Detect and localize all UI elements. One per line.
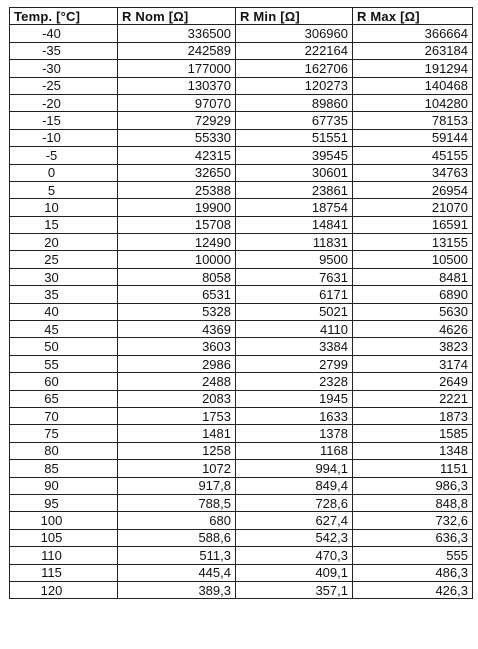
r-nom-cell: 5328 [118, 303, 236, 320]
temp-cell: 90 [10, 477, 118, 494]
temp-cell: -40 [10, 25, 118, 42]
table-row [10, 442, 473, 459]
r-max-cell: 555 [353, 547, 473, 564]
table-row [10, 303, 473, 320]
r-max-cell: 3823 [353, 338, 473, 355]
table-row [10, 216, 473, 233]
r-nom-cell: 2083 [118, 390, 236, 407]
r-min-cell: 162706 [236, 60, 353, 77]
table-row [10, 581, 473, 598]
temp-cell: 0 [10, 164, 118, 181]
r-nom-cell: 32650 [118, 164, 236, 181]
r-min-cell: 14841 [236, 216, 353, 233]
table-row [10, 564, 473, 581]
table-row [10, 77, 473, 94]
r-nom-cell: 2986 [118, 355, 236, 372]
r-min-cell: 1378 [236, 425, 353, 442]
table-row [10, 251, 473, 268]
temp-cell: 80 [10, 442, 118, 459]
temp-cell: 25 [10, 251, 118, 268]
r-nom-cell: 588,6 [118, 529, 236, 546]
r-nom-cell: 917,8 [118, 477, 236, 494]
table-row [10, 42, 473, 59]
r-nom-cell: 1753 [118, 407, 236, 424]
r-max-cell: 26954 [353, 181, 473, 198]
r-max-cell: 10500 [353, 251, 473, 268]
r-max-cell: 1873 [353, 407, 473, 424]
r-min-cell: 120273 [236, 77, 353, 94]
temp-cell: 100 [10, 512, 118, 529]
r-nom-cell: 6531 [118, 286, 236, 303]
r-nom-cell: 389,3 [118, 581, 236, 598]
r-max-cell: 104280 [353, 94, 473, 111]
temp-cell: 75 [10, 425, 118, 442]
r-nom-cell: 336500 [118, 25, 236, 42]
r-nom-cell: 242589 [118, 42, 236, 59]
header-row [10, 8, 473, 25]
r-max-cell: 263184 [353, 42, 473, 59]
r-min-cell: 728,6 [236, 494, 353, 511]
r-max-cell: 732,6 [353, 512, 473, 529]
r-min-cell: 5021 [236, 303, 353, 320]
table-row [10, 129, 473, 146]
r-max-cell: 848,8 [353, 494, 473, 511]
table-row [10, 199, 473, 216]
r-nom-cell: 1481 [118, 425, 236, 442]
r-min-cell: 89860 [236, 94, 353, 111]
scan-top-edge [0, 0, 478, 6]
r-min-header: R Min [Ω] [236, 8, 353, 25]
r-max-cell: 8481 [353, 268, 473, 285]
r-min-cell: 9500 [236, 251, 353, 268]
r-max-cell: 5630 [353, 303, 473, 320]
r-min-cell: 23861 [236, 181, 353, 198]
r-max-cell: 1348 [353, 442, 473, 459]
table-row [10, 355, 473, 372]
r-nom-cell: 8058 [118, 268, 236, 285]
r-nom-cell: 10000 [118, 251, 236, 268]
r-min-cell: 994,1 [236, 460, 353, 477]
r-min-cell: 627,4 [236, 512, 353, 529]
r-nom-cell: 788,5 [118, 494, 236, 511]
temp-cell: 85 [10, 460, 118, 477]
r-max-cell: 1151 [353, 460, 473, 477]
r-min-cell: 39545 [236, 147, 353, 164]
r-max-header: R Max [Ω] [353, 8, 473, 25]
r-min-cell: 1168 [236, 442, 353, 459]
temp-cell: 65 [10, 390, 118, 407]
r-nom-cell: 680 [118, 512, 236, 529]
table-row [10, 512, 473, 529]
r-nom-cell: 12490 [118, 234, 236, 251]
table-row [10, 477, 473, 494]
temp-header: Temp. [°C] [10, 8, 118, 25]
temp-cell: 50 [10, 338, 118, 355]
r-max-cell: 21070 [353, 199, 473, 216]
r-max-cell: 4626 [353, 321, 473, 338]
table-row [10, 460, 473, 477]
temp-cell: -5 [10, 147, 118, 164]
temp-cell: -35 [10, 42, 118, 59]
temp-cell: 20 [10, 234, 118, 251]
table-row [10, 373, 473, 390]
temp-cell: 110 [10, 547, 118, 564]
table-row [10, 147, 473, 164]
r-nom-cell: 2488 [118, 373, 236, 390]
table-header [10, 8, 473, 25]
temp-cell: 40 [10, 303, 118, 320]
temp-cell: 70 [10, 407, 118, 424]
r-nom-cell: 15708 [118, 216, 236, 233]
r-nom-cell: 3603 [118, 338, 236, 355]
r-min-cell: 1633 [236, 407, 353, 424]
r-max-cell: 191294 [353, 60, 473, 77]
r-min-cell: 4110 [236, 321, 353, 338]
r-max-cell: 636,3 [353, 529, 473, 546]
table-row [10, 390, 473, 407]
temp-cell: 105 [10, 529, 118, 546]
temp-cell: 5 [10, 181, 118, 198]
r-max-cell: 6890 [353, 286, 473, 303]
r-nom-header: R Nom [Ω] [118, 8, 236, 25]
r-nom-cell: 130370 [118, 77, 236, 94]
temp-cell: 115 [10, 564, 118, 581]
r-nom-cell: 55330 [118, 129, 236, 146]
r-min-cell: 51551 [236, 129, 353, 146]
r-min-cell: 11831 [236, 234, 353, 251]
r-nom-cell: 1258 [118, 442, 236, 459]
r-nom-cell: 19900 [118, 199, 236, 216]
r-nom-cell: 97070 [118, 94, 236, 111]
r-max-cell: 45155 [353, 147, 473, 164]
r-max-cell: 2221 [353, 390, 473, 407]
r-nom-cell: 445,4 [118, 564, 236, 581]
table-row [10, 181, 473, 198]
temp-cell: -25 [10, 77, 118, 94]
r-max-cell: 78153 [353, 112, 473, 129]
r-min-cell: 6171 [236, 286, 353, 303]
table-row [10, 529, 473, 546]
resistance-temperature-table [9, 7, 473, 599]
r-max-cell: 426,3 [353, 581, 473, 598]
r-max-cell: 1585 [353, 425, 473, 442]
table-row [10, 234, 473, 251]
table-row [10, 425, 473, 442]
temp-cell: 55 [10, 355, 118, 372]
r-max-cell: 34763 [353, 164, 473, 181]
r-max-cell: 486,3 [353, 564, 473, 581]
r-min-cell: 306960 [236, 25, 353, 42]
table-row [10, 321, 473, 338]
r-min-cell: 542,3 [236, 529, 353, 546]
temp-cell: -30 [10, 60, 118, 77]
table-row [10, 338, 473, 355]
temp-cell: 10 [10, 199, 118, 216]
r-min-cell: 7631 [236, 268, 353, 285]
temp-cell: 30 [10, 268, 118, 285]
table-row [10, 407, 473, 424]
temp-cell: 95 [10, 494, 118, 511]
r-nom-cell: 1072 [118, 460, 236, 477]
r-max-cell: 986,3 [353, 477, 473, 494]
r-nom-cell: 177000 [118, 60, 236, 77]
table-row [10, 286, 473, 303]
r-min-cell: 222164 [236, 42, 353, 59]
r-min-cell: 1945 [236, 390, 353, 407]
r-min-cell: 18754 [236, 199, 353, 216]
r-nom-cell: 511,3 [118, 547, 236, 564]
temp-cell: -10 [10, 129, 118, 146]
temp-cell: 60 [10, 373, 118, 390]
r-max-cell: 140468 [353, 77, 473, 94]
table-body [10, 25, 473, 599]
temp-cell: 35 [10, 286, 118, 303]
temp-cell: -15 [10, 112, 118, 129]
r-min-cell: 849,4 [236, 477, 353, 494]
r-max-cell: 366664 [353, 25, 473, 42]
r-min-cell: 2799 [236, 355, 353, 372]
table-row [10, 547, 473, 564]
r-min-cell: 3384 [236, 338, 353, 355]
r-max-cell: 13155 [353, 234, 473, 251]
r-max-cell: 2649 [353, 373, 473, 390]
table-row [10, 60, 473, 77]
temp-cell: 45 [10, 321, 118, 338]
temp-cell: -20 [10, 94, 118, 111]
r-nom-cell: 42315 [118, 147, 236, 164]
table-row [10, 112, 473, 129]
temp-cell: 120 [10, 581, 118, 598]
table-row [10, 94, 473, 111]
r-max-cell: 3174 [353, 355, 473, 372]
r-min-cell: 470,3 [236, 547, 353, 564]
temp-cell: 15 [10, 216, 118, 233]
r-nom-cell: 4369 [118, 321, 236, 338]
r-min-cell: 30601 [236, 164, 353, 181]
r-nom-cell: 72929 [118, 112, 236, 129]
r-min-cell: 409,1 [236, 564, 353, 581]
r-min-cell: 357,1 [236, 581, 353, 598]
table-row [10, 25, 473, 42]
r-max-cell: 59144 [353, 129, 473, 146]
r-min-cell: 67735 [236, 112, 353, 129]
r-min-cell: 2328 [236, 373, 353, 390]
r-nom-cell: 25388 [118, 181, 236, 198]
table-row [10, 268, 473, 285]
table-row [10, 164, 473, 181]
table-row [10, 494, 473, 511]
r-max-cell: 16591 [353, 216, 473, 233]
